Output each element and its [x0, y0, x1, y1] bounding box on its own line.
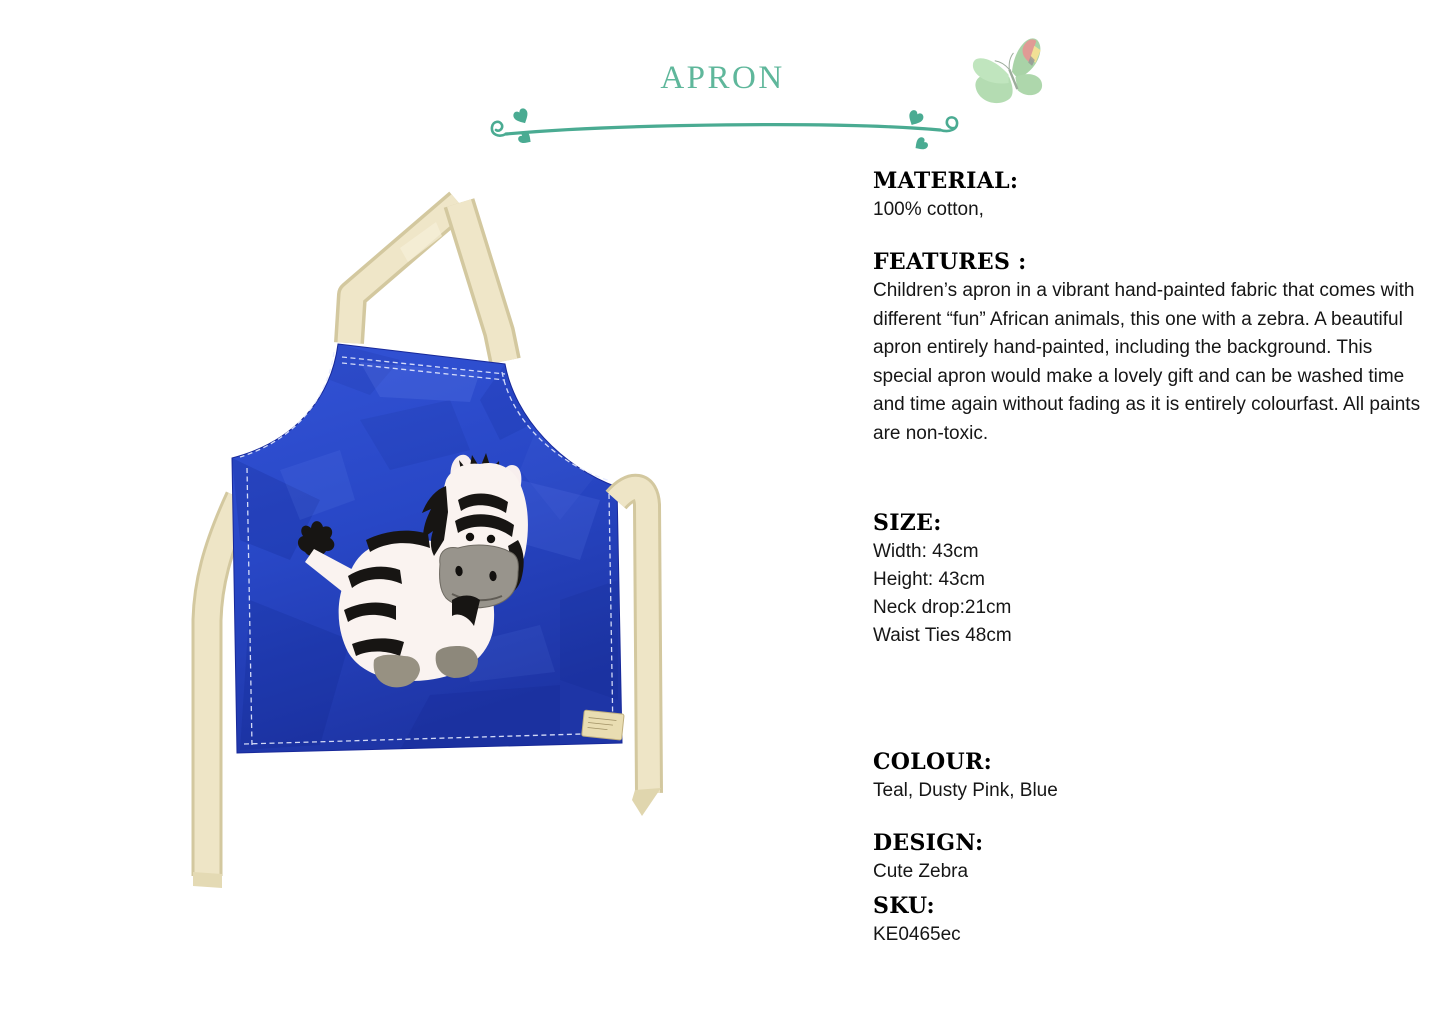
size-width: Width: 43cm — [873, 541, 979, 562]
size-waist-ties: Waist Ties 48cm — [873, 625, 1012, 646]
apron-neck-strap — [349, 203, 505, 361]
section-sku — [873, 893, 1425, 949]
colour-value: Teal, Dusty Pink, Blue — [873, 780, 1058, 801]
heart-icon — [512, 107, 532, 127]
design-value: Cute Zebra — [873, 861, 969, 882]
size-neck-drop: Neck drop:21cm — [873, 597, 1012, 618]
sku-value: KE0465ec — [873, 924, 961, 945]
apron-photo — [140, 165, 720, 965]
colour-heading: COLOUR: — [873, 749, 992, 775]
size-heading: SIZE: — [873, 510, 942, 536]
heart-flourish-divider — [488, 106, 962, 154]
sku-heading: SKU: — [873, 893, 935, 919]
features-paragraph: Children’s apron in a vibrant hand-painted fabric that comes with different “fun” African animals, this one with a zebra. A beautiful apron entirely hand-painted, including the background. This special apron would make a lovely gift and can be washed time and time again without fading as it is entirely colourfast. All paints are non-toxic. — [873, 280, 1421, 444]
features-heading: FEATURES : — [873, 249, 1027, 275]
heart-icon — [912, 136, 929, 153]
section-size — [873, 510, 1425, 650]
brand-label-tag — [582, 710, 624, 740]
page-title: APRON — [660, 60, 785, 96]
section-colour — [873, 749, 1425, 805]
section-design — [873, 830, 1425, 886]
section-material — [873, 168, 1425, 224]
design-heading: DESIGN: — [873, 830, 984, 856]
apron-right-waist-tie — [616, 488, 661, 816]
butterfly-icon — [971, 36, 1053, 116]
size-height: Height: 43cm — [873, 569, 985, 590]
apron-left-waist-tie — [193, 498, 240, 888]
material-value: 100% cotton, — [873, 199, 984, 220]
heart-icon — [905, 109, 925, 129]
material-heading: MATERIAL: — [873, 168, 1019, 194]
section-features — [873, 249, 1425, 449]
